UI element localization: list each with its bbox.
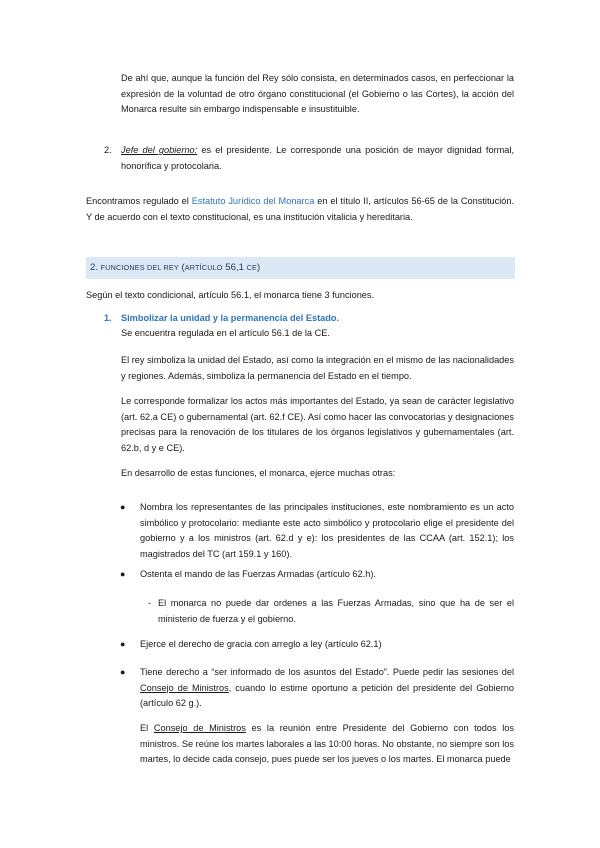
statute-paragraph: [86, 194, 514, 225]
bullet-1-dot: ●: [120, 502, 126, 512]
functions-intro: Según el texto condicional, artículo 56.1, el monarca tiene 3 funciones.: [86, 290, 375, 300]
bullet-4-text-after: , cuando lo estime oportuno a petición del presidente del Gobierno (artículo 62 g.).: [140, 682, 515, 709]
bullet-4-council-term: Consejo de Ministros: [140, 682, 229, 693]
statute-text-before: Encontramos regulado el: [86, 196, 192, 206]
bullet-1-text: Nombra los representantes de las principales instituciones, este nombramiento es un acto simbólico y protocolario: mediante este acto simbólico y protocolario elige el presidente del gobierno y a los ministros (art. 62.d y e): los presidentes de las CCAA (art. 152.1); los magistrados del TC (art 159.1 y 160).: [140, 502, 514, 559]
acts-paragraph: Le corresponde formalizar los actos más importantes del Estado, ya sean de carácter legislativo (art. 62.a CE) o gubernamental (art. 62.f CE). Así como hacer las convocatorias y designaciones precisas para la renovación de los titulares de los órganos legislativos y gubernamentales (art. 62.b, d y e CE).: [121, 396, 514, 453]
section-heading-paren-open: (: [178, 262, 185, 273]
function-1-title: Simbolizar la unidad y la permanencia del Estado.: [121, 313, 340, 323]
bullet-4-text-before: Tiene derecho a “ser informado de los asuntos del Estado”. Puede pedir las sesiones del: [140, 667, 514, 677]
bullet-4-text: [140, 665, 514, 712]
section-heading-ce: CE: [246, 263, 257, 272]
council-text-before: El: [140, 723, 154, 733]
unity-paragraph: El rey simboliza la unidad del Estado, así como la integración en el mismo de las nacionalidades y regiones. Además, simboliza la permanencia del Estado en el tiempo.: [121, 355, 514, 381]
item-2-term: Jefe del gobierno:: [121, 145, 198, 155]
item-2-paragraph: [121, 143, 514, 174]
council-paragraph: [140, 721, 514, 768]
bullet-2-text: Ostenta el mando de las Fuerzas Armadas (artículo 62.h).: [140, 569, 376, 579]
development-paragraph: En desarrollo de estas funciones, el monarca, ejerce muchas otras:: [121, 468, 396, 478]
function-1-number: 1.: [104, 313, 112, 323]
section-heading-article: ARTÍCULO: [184, 263, 223, 272]
intro-paragraph: De ahí que, aunque la función del Rey sólo consista, en determinados casos, en perfeccionar la expresión de la voluntad de otro órgano constitucional (el Gobierno o las Cortes), la acción del Monarca resulte sin embargo indispensable e insustituible.: [121, 73, 514, 115]
sub-bullet-dash: -: [148, 598, 152, 608]
bullet-3-dot: ●: [120, 639, 126, 649]
section-heading: [90, 262, 260, 273]
council-text-after: es la reunión entre Presidente del Gobierno con todos los ministros. Se reúne los martes laborales a las 10:00 horas. No obstante, no siempre son los martes, lo decide cada consejo, pues puede ser los jueves o los martes. El monarca puede: [140, 723, 514, 765]
bullet-2-dot: ●: [120, 569, 126, 579]
section-heading-paren-close: ): [256, 262, 261, 273]
item-2-number: 2.: [104, 145, 112, 155]
bullet-3-text: Ejerce el derecho de gracia con arreglo a ley (artículo 62.1): [140, 639, 382, 649]
council-term: Consejo de Ministros: [153, 723, 246, 733]
section-heading-article-number: 56,1: [222, 262, 247, 273]
sub-bullet-text: El monarca no puede dar ordenes a las Fuerzas Armadas, sino que ha de ser el ministerio de fuerza y el gobierno.: [158, 598, 514, 624]
statute-link[interactable]: Estatuto Jurídico del Monarca: [191, 196, 315, 206]
section-heading-title: FUNCIONES DEL REY: [100, 263, 179, 272]
item-2-text: es el presidente. Le corresponde una posición de mayor dignidad formal, honorífica y protocolaria.: [121, 145, 514, 171]
bullet-4-dot: ●: [120, 667, 126, 677]
statute-text-after: en el título II, artículos 56-65 de la Constitución. Y de acuerdo con el texto constitucional, es una institución vitalicia y hereditaria.: [86, 196, 515, 222]
section-heading-number: 2.: [90, 262, 101, 273]
function-1-subtitle: Se encuentra regulada en el artículo 56.1 de la CE.: [121, 328, 330, 338]
